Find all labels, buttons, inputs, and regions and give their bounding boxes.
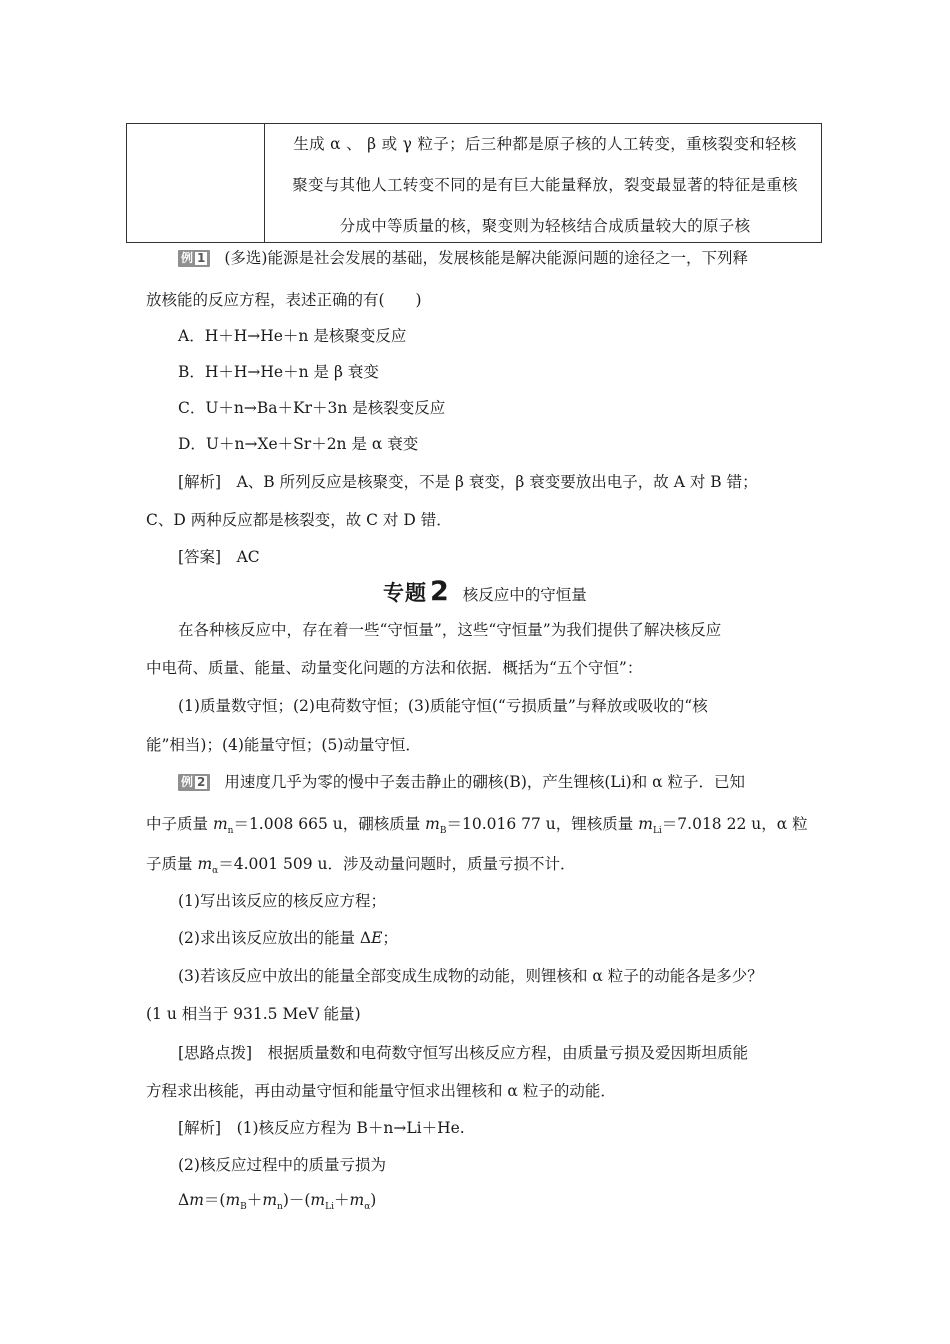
hint-line1: [思路点拨] 根据质量数和电荷数守恒写出核反应方程，由质量亏损及爱因斯坦质能 (178, 1044, 749, 1062)
topic2-subtitle: 核反应中的守恒量 (462, 586, 587, 604)
example1-answer: [答案] AC (178, 548, 260, 566)
topic2-para-line2: 中电荷、质量、能量、动量变化问题的方法和依据．概括为“五个守恒”： (146, 659, 643, 677)
hint-line2: 方程求出核能，再由动量守恒和能量守恒求出锂核和 α 粒子的动能． (146, 1082, 616, 1100)
topic2-para-line1: 在各种核反应中，存在着一些“守恒量”，这些“守恒量”为我们提供了解决核反应 (178, 621, 722, 639)
example2-analysis-line2: (2)核反应过程中的质量亏损为 (178, 1156, 386, 1174)
topic2-para-line4: 能”相当)；(4)能量守恒；(5)动量守恒． (146, 736, 421, 754)
example2-stem-line2: 中子质量 $m_n=1.008$ 665 u，硼核质量 $m_B=10.016$ 77 u，锂核质量 $m_{Li}=7.018$ 22 u，α 粒 (146, 815, 808, 837)
table-cell (277, 124, 813, 247)
option-d: D．U＋n→Xe＋Sr＋2n 是 α 衰变 (178, 435, 419, 453)
question-3-note: (1 u 相当于 931.5 MeV 能量) (146, 1005, 361, 1023)
option-a: A．H＋H→He＋n 是核聚变反应 (178, 327, 407, 345)
option-c: C．U＋n→Ba＋Kr＋3n 是核裂变反应 (178, 399, 446, 417)
question-1: (1)写出该反应的核反应方程； (178, 892, 386, 910)
table-line: 分成中等质量的核，聚变则为轻核结合成质量较大的原子核 (339, 217, 751, 235)
option-b: B．H＋H→He＋n 是 β 衰变 (178, 363, 379, 381)
example1-stem-text: (多选)能源是社会发展的基础，发展核能是解决能源问题的途径之一，下列释 (224, 249, 748, 267)
topic2-para-line3: (1)质量数守恒；(2)电荷数守恒；(3)质能守恒(“亏损质量”与释放或吸收的“核 (178, 697, 708, 715)
example-badge: 例 1 (178, 250, 210, 267)
example2-stem-line3: 子质量 $m_\alpha=4.001$ 509 u．涉及动量问题时，质量亏损不计． (146, 855, 576, 877)
table-line: 生成 α 、 β 或 γ 粒子；后三种都是原子核的人工转变，重核裂变和轻核 (293, 135, 797, 153)
example2-stem-text: 用速度几乎为零的慢中子轰击静止的硼核(B)，产生锂核(Li)和 α 粒子．已知 (224, 773, 746, 791)
summary-table (126, 123, 822, 243)
example-badge: 例 2 (178, 774, 210, 791)
question-3: (3)若该反应中放出的能量全部变成生成物的动能，则锂核和 α 粒子的动能各是多少？ (178, 967, 763, 985)
table-line: 聚变与其他人工转变不同的是有巨大能量释放，裂变最显著的特征是重核 (292, 176, 798, 194)
table-divider (264, 124, 265, 242)
question-2: (2)求出该反应放出的能量 ΔE； (178, 929, 398, 947)
example1-analysis-line2: C、D 两种反应都是核裂变，故 C 对 D 错． (146, 511, 452, 529)
topic2-heading: 专题 2 核反应中的守恒量 (383, 576, 587, 607)
example2-stem-line1 (178, 772, 745, 792)
example1-stem-line2: 放核能的反应方程，表述正确的有( ) (146, 291, 422, 309)
mass-defect-equation: $\Delta m=(m_B+m_n)-(m_{Li}+m_\alpha)$ (178, 1191, 377, 1213)
example1-analysis-line1: [解析] A、B 所列反应是核聚变，不是 β 衰变，β 衰变要放出电子，故 A 对 B 错； (178, 473, 758, 491)
example2-analysis-line1: [解析] (1)核反应方程为 B＋n→Li＋He. (178, 1119, 465, 1137)
example1-stem-line1 (178, 248, 748, 268)
